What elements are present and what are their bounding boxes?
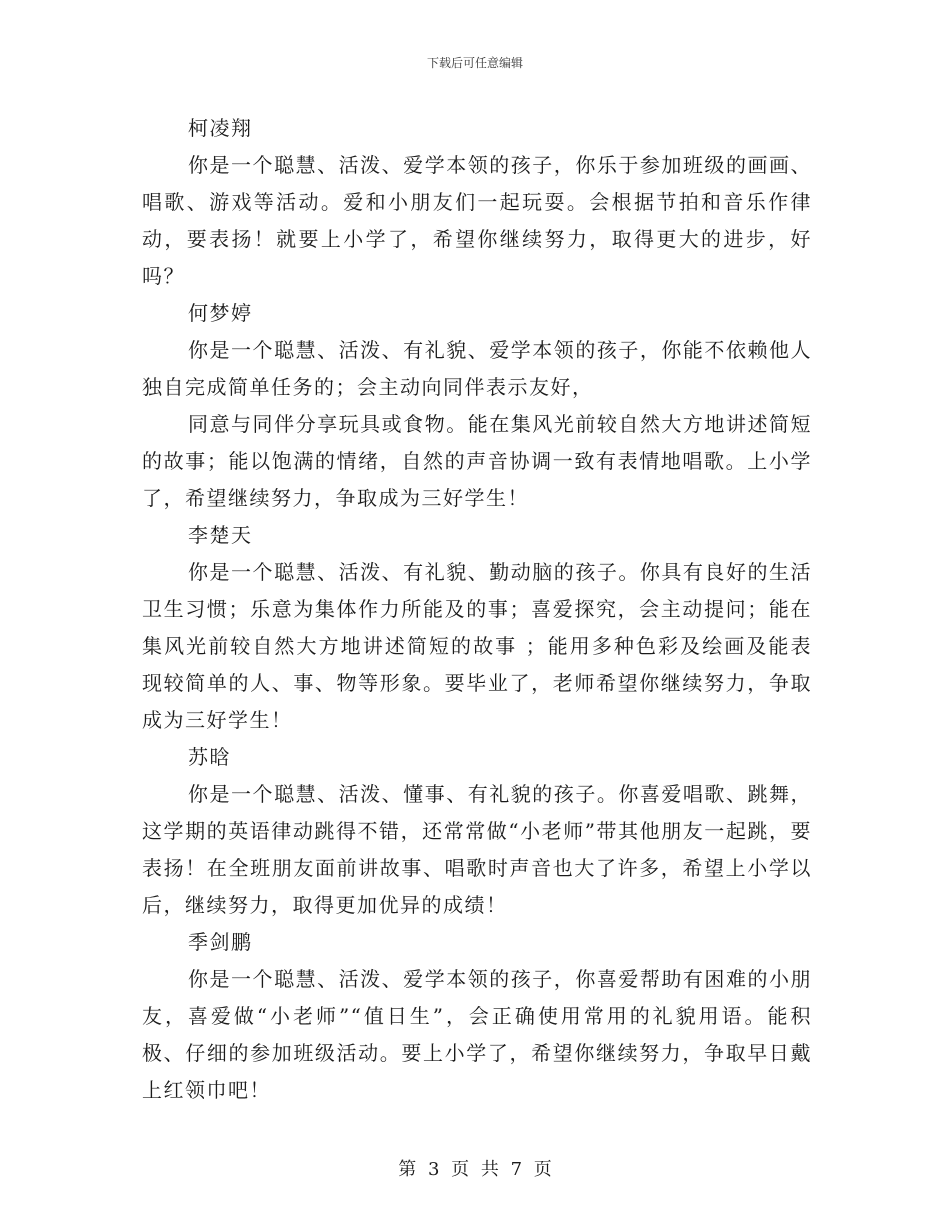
comment-paragraph: 你是一个聪慧、活泼、有礼貌、勤动脑的孩子。你具有良好的生活卫生习惯；乐意为集体作力所能及的事；喜爱探究，会主动提问；能在集风光前较自然大方地讲述简短的故事 ；能用多种色彩及绘画及能表现较简单的人、事、物等形象。要毕业了，老师希望你继续努力，争取成为三好学生！ bbox=[142, 560, 812, 732]
comment-paragraph: 同意与同伴分享玩具或食物。能在集风光前较自然大方地讲述简短的故事；能以饱满的情绪，自然的声音协调一致有表情地唱歌。上小学了，希望继续努力，争取成为三好学生！ bbox=[142, 412, 812, 510]
comment-paragraph: 你是一个聪慧、活泼、有礼貌、爱学本领的孩子，你能不依赖他人独自完成简单任务的；会主动向同伴表示友好， bbox=[142, 338, 812, 399]
comment-paragraph: 你是一个聪慧、活泼、爱学本领的孩子，你乐于参加班级的画画、唱歌、游戏等活动。爱和小朋友们一起玩耍。会根据节拍和音乐作律动，要表扬！就要上小学了，希望你继续努力，取得更大的进步，好吗？ bbox=[142, 153, 812, 288]
document-body bbox=[142, 110, 812, 1109]
comment-paragraph: 你是一个聪慧、活泼、懂事、有礼貌的孩子。你喜爱唱歌、跳舞，这学期的英语律动跳得不错，还常常做“小老师”带其他朋友一起跳，要表扬！在全班朋友面前讲故事、唱歌时声音也大了许多，希望上小学以后，继续努力，取得更加优异的成绩！ bbox=[142, 782, 812, 917]
student-name: 柯凌翔 bbox=[188, 116, 253, 140]
page-header: 下载后可任意编辑 bbox=[426, 56, 523, 70]
student-name: 李楚天 bbox=[188, 523, 253, 547]
comment-paragraph: 你是一个聪慧、活泼、爱学本领的孩子，你喜爱帮助有困难的小朋友，喜爱做“小老师”“值日生”，会正确使用常用的礼貌用语。能积极、仔细的参加班级活动。要上小学了，希望你继续努力，争取早日戴上红领巾吧！ bbox=[142, 967, 812, 1102]
page-footer: 第 3 页 共 7 页 bbox=[398, 1159, 552, 1180]
student-name: 苏晗 bbox=[188, 745, 231, 769]
student-name: 何梦婷 bbox=[188, 301, 253, 325]
student-name: 季剑鹏 bbox=[188, 930, 253, 954]
